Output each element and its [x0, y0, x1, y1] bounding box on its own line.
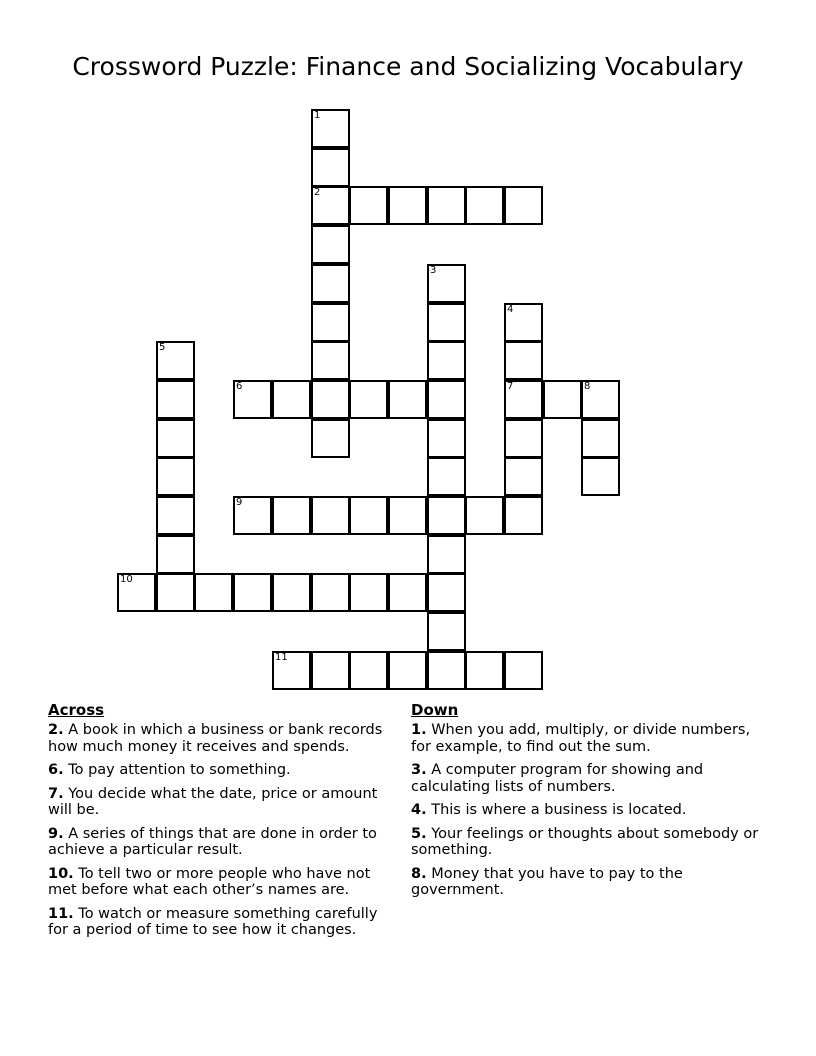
clue-down-4 [411, 802, 761, 819]
clue-down-1 [411, 722, 761, 755]
cell-number: 5 [159, 342, 166, 353]
grid-cell[interactable] [156, 380, 195, 419]
grid-cell[interactable] [349, 573, 388, 612]
clue-across-7 [48, 786, 400, 819]
clue-number: 6. [48, 762, 64, 778]
clue-number: 2. [48, 722, 64, 738]
clue-text: A series of things that are done in order to achieve a particular result. [48, 825, 377, 858]
grid-cell[interactable] [465, 186, 504, 225]
cell-number: 8 [584, 381, 591, 392]
clue-text: You decide what the date, price or amount will be. [48, 785, 378, 818]
grid-cell[interactable] [388, 651, 427, 690]
clue-text: A computer program for showing and calculating lists of numbers. [411, 762, 704, 795]
clue-number: 10. [48, 865, 74, 882]
grid-cell[interactable] [388, 573, 427, 612]
cell-number: 4 [507, 304, 514, 315]
grid-cell[interactable] [427, 380, 466, 419]
clue-across-6 [48, 762, 400, 779]
cell-number: 6 [236, 381, 243, 392]
grid-cell[interactable] [311, 341, 350, 380]
across-heading: Across [48, 701, 105, 719]
grid-cell[interactable] [388, 496, 427, 535]
cell-number: 2 [314, 187, 321, 198]
grid-cell[interactable] [349, 380, 388, 419]
grid-cell[interactable] [311, 148, 350, 187]
grid-cell[interactable] [427, 341, 466, 380]
clue-number: 11. [48, 905, 74, 922]
grid-cell[interactable] [311, 186, 350, 225]
grid-cell[interactable] [427, 419, 466, 458]
grid-cell[interactable] [349, 496, 388, 535]
grid-cell[interactable] [117, 573, 156, 612]
clue-number: 5. [411, 825, 427, 842]
grid-cell[interactable] [427, 303, 466, 342]
puzzle-title: Crossword Puzzle: Finance and Socializing Vocabulary [72, 52, 744, 81]
clue-down-3 [411, 762, 761, 795]
grid-cell[interactable] [581, 380, 620, 419]
grid-cell[interactable] [427, 651, 466, 690]
grid-cell[interactable] [311, 496, 350, 535]
grid-cell[interactable] [233, 573, 272, 612]
grid-cell[interactable] [311, 303, 350, 342]
grid-cell[interactable] [427, 496, 466, 535]
down-clues [411, 701, 761, 906]
clue-down-8 [411, 866, 761, 899]
down-heading: Down [411, 701, 459, 719]
grid-cell[interactable] [311, 109, 350, 148]
clue-number: 8. [411, 865, 427, 882]
grid-cell[interactable] [427, 573, 466, 612]
grid-cell[interactable] [427, 186, 466, 225]
across-clues [48, 701, 400, 946]
grid-cell[interactable] [581, 457, 620, 496]
grid-cell[interactable] [504, 651, 543, 690]
cell-number: 11 [275, 652, 288, 663]
grid-cell[interactable] [311, 225, 350, 264]
grid-cell[interactable] [311, 380, 350, 419]
grid-cell[interactable] [427, 264, 466, 303]
grid-cell[interactable] [427, 612, 466, 651]
grid-cell[interactable] [156, 457, 195, 496]
clue-number: 4. [411, 802, 427, 818]
cell-number: 1 [314, 110, 321, 121]
grid-cell[interactable] [311, 651, 350, 690]
clue-text: A book in which a business or bank records how much money it receives and spends. [48, 722, 383, 755]
grid-cell[interactable] [156, 573, 195, 612]
clue-across-11 [48, 906, 400, 939]
grid-cell[interactable] [194, 573, 233, 612]
grid-cell[interactable] [311, 264, 350, 303]
grid-cell[interactable] [311, 573, 350, 612]
grid-cell[interactable] [233, 496, 272, 535]
grid-cell[interactable] [465, 496, 504, 535]
grid-cell[interactable] [272, 651, 311, 690]
cell-number: 3 [430, 265, 437, 276]
clue-number: 3. [411, 762, 427, 778]
clue-across-10 [48, 866, 400, 899]
grid-cell[interactable] [349, 186, 388, 225]
grid-cell[interactable] [272, 573, 311, 612]
grid-cell[interactable] [388, 380, 427, 419]
grid-cell[interactable] [427, 457, 466, 496]
clue-text: To pay attention to something. [68, 762, 291, 778]
clue-text: This is where a business is located. [431, 802, 687, 818]
grid-cell[interactable] [311, 419, 350, 458]
grid-cell[interactable] [156, 341, 195, 380]
grid-cell[interactable] [349, 651, 388, 690]
clue-text: To tell two or more people who have not met before what each other’s names are. [48, 865, 371, 898]
clue-text: To watch or measure something carefully for a period of time to see how it changes. [48, 905, 378, 938]
grid-cell[interactable] [156, 419, 195, 458]
cell-number: 7 [507, 381, 514, 392]
clue-across-9 [48, 826, 400, 859]
grid-cell[interactable] [233, 380, 272, 419]
grid-cell[interactable] [272, 496, 311, 535]
clue-down-5 [411, 826, 761, 859]
clue-text: When you add, multiply, or divide numbers, for example, to find out the sum. [411, 722, 751, 755]
clue-text: Your feelings or thoughts about somebody or something. [411, 825, 759, 858]
cell-number: 10 [120, 574, 133, 585]
cell-number: 9 [236, 497, 243, 508]
grid-cell[interactable] [156, 496, 195, 535]
grid-cell[interactable] [504, 457, 543, 496]
grid-cell[interactable] [504, 303, 543, 342]
grid-cell[interactable] [504, 341, 543, 380]
clue-across-2 [48, 722, 400, 755]
clue-number: 7. [48, 785, 64, 802]
grid-cell[interactable] [156, 535, 195, 574]
clue-number: 9. [48, 825, 64, 842]
grid-cell[interactable] [427, 535, 466, 574]
grid-cell[interactable] [465, 651, 504, 690]
grid-cell[interactable] [272, 380, 311, 419]
grid-cell[interactable] [581, 419, 620, 458]
grid-cell[interactable] [388, 186, 427, 225]
grid-cell[interactable] [504, 380, 543, 419]
grid-cell[interactable] [504, 419, 543, 458]
clue-text: Money that you have to pay to the government. [411, 865, 683, 898]
grid-cell[interactable] [504, 186, 543, 225]
grid-cell[interactable] [504, 496, 543, 535]
grid-cell[interactable] [543, 380, 582, 419]
clue-number: 1. [411, 722, 427, 738]
